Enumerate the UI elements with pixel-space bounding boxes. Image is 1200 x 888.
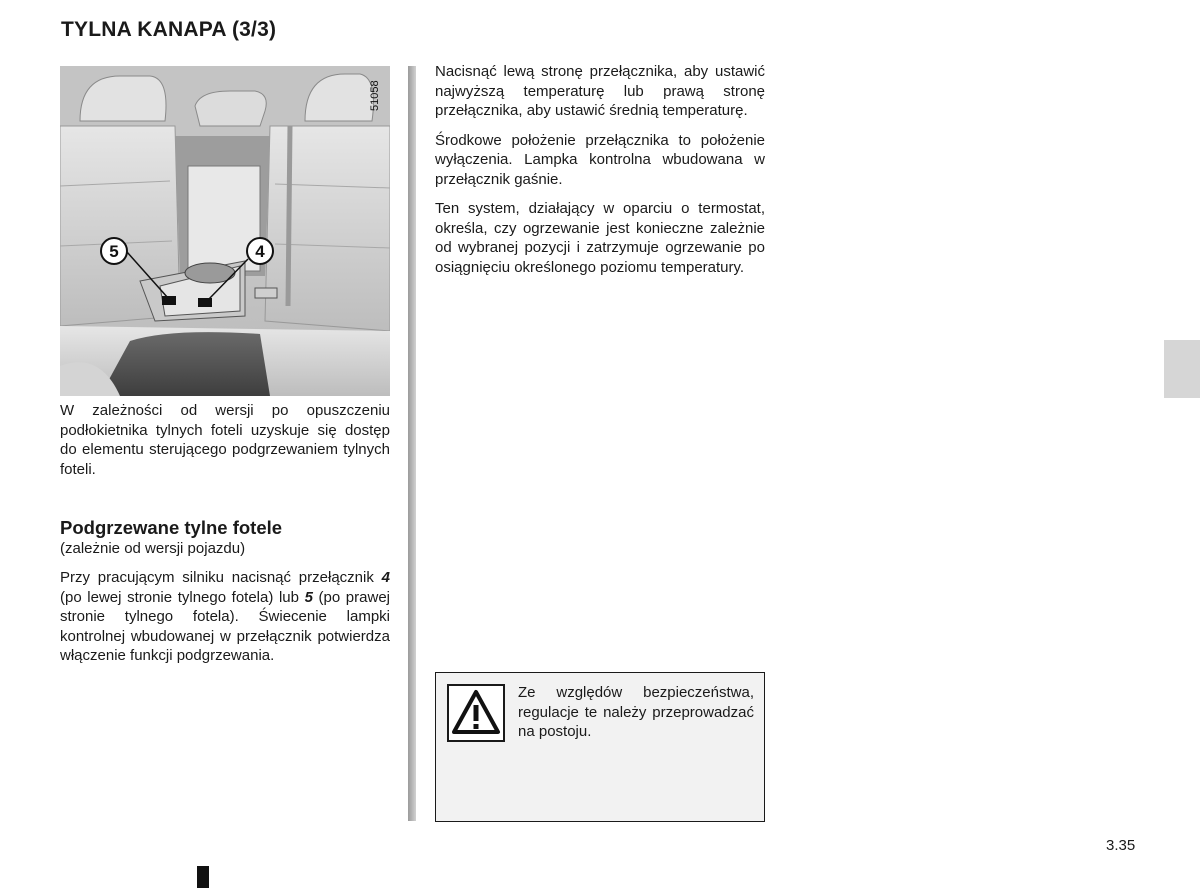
heating-text-3: (po prawej stronie tylnego fotela). Świecenie lampki kontrolnej wbudowanej w przełącznik potwierdza włączenie funkcji podgrzewania. [60,588,390,664]
warning-triangle-icon [447,684,505,742]
heating-text-1: Przy pracującym silniku nacisnąć przełącznik [60,569,382,586]
callout-5-label: 5 [109,242,119,261]
chapter-tab [1164,340,1200,398]
version-note: (zależnie od wersji pojazdu) [60,540,246,557]
section-heading: Podgrzewane tylne fotele [60,517,283,538]
rear-seat-photo [60,66,390,396]
page-title: TYLNA KANAPA (3/3) [61,18,277,41]
column-divider [408,66,416,821]
off-position-paragraph: Środkowe położenie przełącznika to położenie wyłączenia. Lampka kontrolna wbudowana w przełącznik gaśnie. [435,131,765,188]
heating-text-2: (po lewej stronie tylnego fotela) lub [60,588,305,606]
page-number: 3.35 [1106,837,1136,854]
warning-box [435,672,765,822]
switch-paragraph: Nacisnąć lewą stronę przełącznika, aby ustawić najwyższą temperaturę lub prawą stronę przełącznika, aby ustawić średnią temperaturę. [435,63,765,119]
footer-mark [197,866,209,888]
right-column [435,62,765,287]
left-column [60,401,390,676]
intro-paragraph: W zależności od wersji po opuszczeniu podłokietnika tylnych foteli uzyskuje się dostęp do elementu sterującego podgrzewaniem tylnych foteli. [60,402,390,478]
warning-text: Ze względów bezpieczeństwa, regulacje te należy przeprowadzać na postoju. [518,684,754,740]
switch-5-ref: 5 [304,588,313,606]
switch-4-ref: 4 [381,569,390,586]
figure-ref-number: 51058 [369,80,381,111]
thermostat-paragraph: Ten system, działający w oparciu o termostat, określa, czy ogrzewanie jest konieczne zależnie od wybranej pozycji i zatrzymuje ogrzewanie po osiągnięciu określonego poziomu temperatury. [435,200,765,276]
heating-paragraph [60,568,390,666]
callout-4-label: 4 [255,242,265,261]
